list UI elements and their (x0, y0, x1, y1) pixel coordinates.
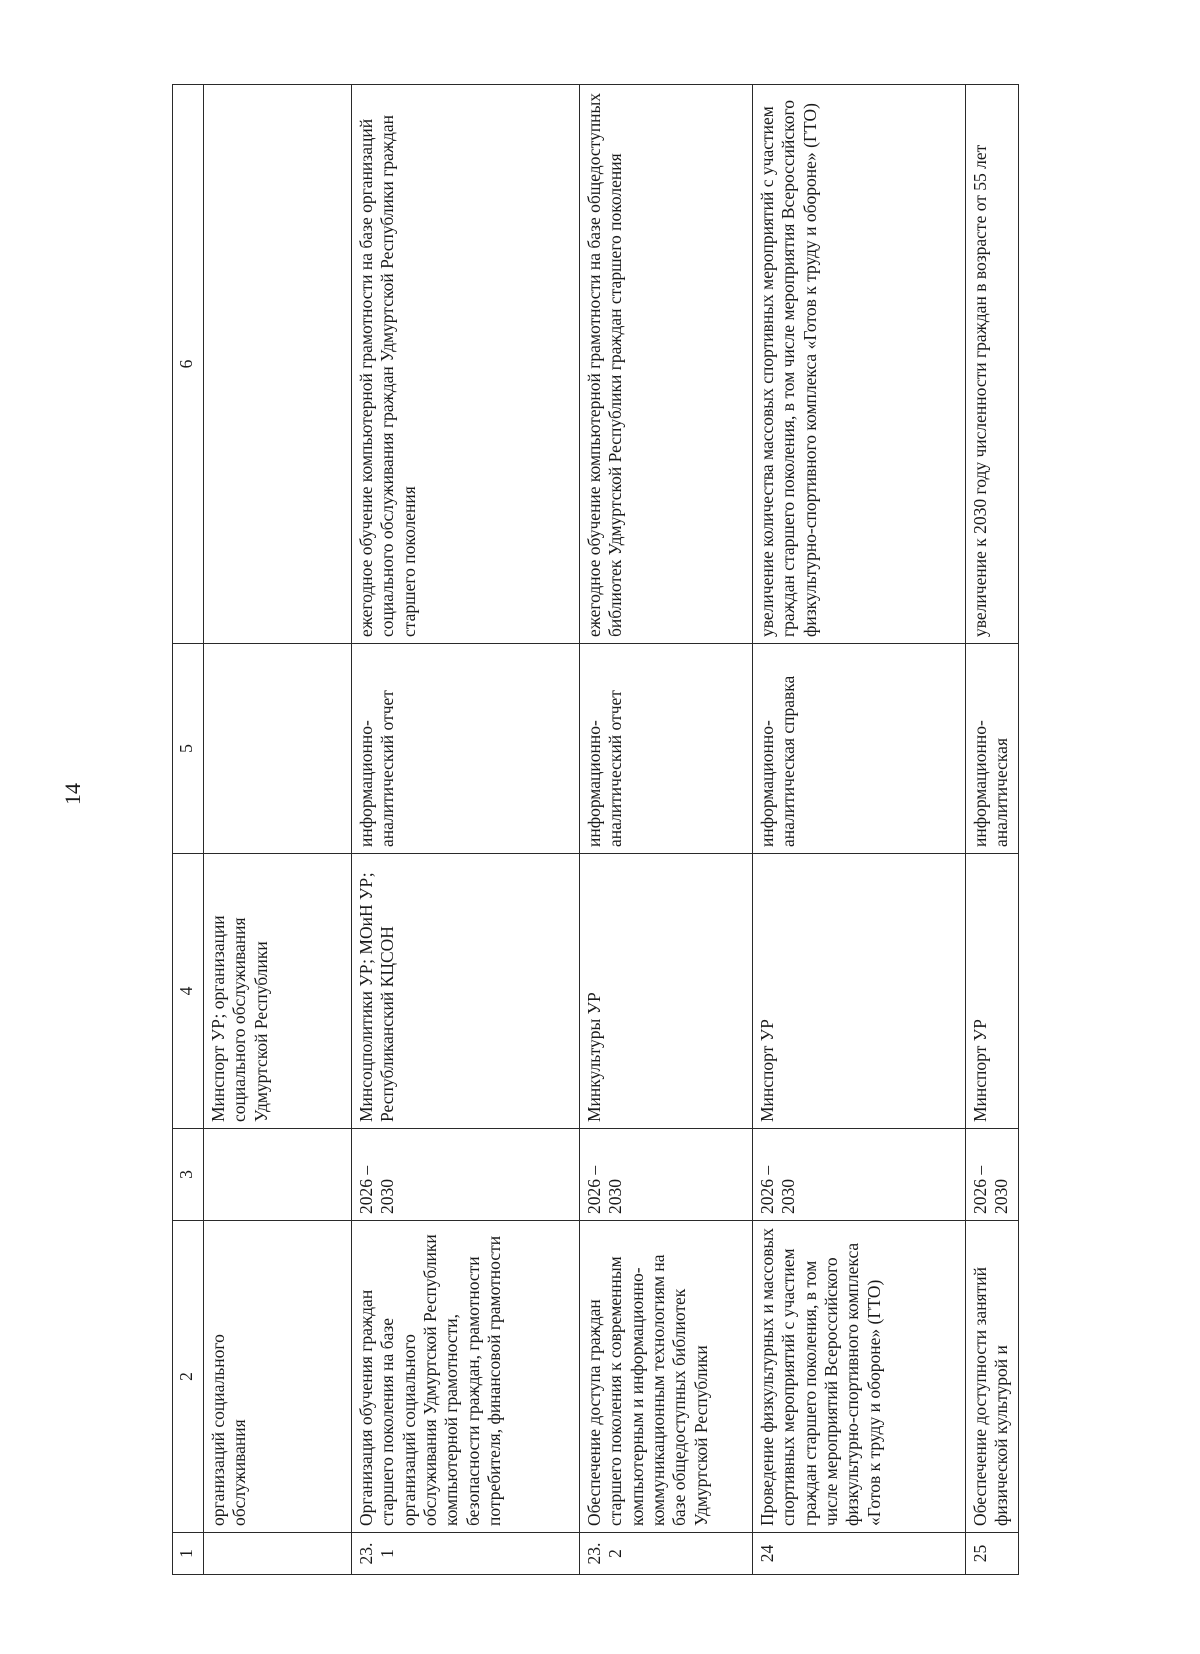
row-number-cell: 25 (966, 1533, 1019, 1575)
period-cell: 2026 – 2030 (753, 1129, 966, 1221)
executors-cell: Минспорт УР (753, 854, 966, 1129)
table-row (352, 85, 580, 1575)
result-cell: увеличение к 2030 году численности граждан в возрасте от 55 лет (966, 85, 1019, 644)
rotated-page (172, 85, 1132, 1575)
event-cell: организаций социального обслуживания (204, 1221, 352, 1533)
row-number-cell (204, 1533, 352, 1575)
event-cell: Организация обучения граждан старшего поколения на базе организаций социального обслуживания Удмуртской Республики компьютерной грамотности, безопасности граждан, грамотности потребителя, финансовой грамотности (352, 1221, 580, 1533)
executors-cell: Минспорт УР; организации социального обслуживания Удмуртской Республики (204, 854, 352, 1129)
table-row (966, 85, 1019, 1575)
row-number-cell: 24 (753, 1533, 966, 1575)
report-cell: информационно-аналитическая (966, 644, 1019, 854)
row-number-cell: 23.2 (580, 1533, 753, 1575)
event-cell: Обеспечение доступа граждан старшего поколения к современным компьютерным и информационно-коммуникационным технологиям на базе общедоступных библиотек Удмуртской Республики (580, 1221, 753, 1533)
report-cell: информационно-аналитический отчет (580, 644, 753, 854)
executors-cell: Минспорт УР (966, 854, 1019, 1129)
period-cell: 2026 – 2030 (352, 1129, 580, 1221)
header-cell: 4 (173, 854, 204, 1129)
period-cell: 2026 – 2030 (966, 1129, 1019, 1221)
header-cell: 5 (173, 644, 204, 854)
header-cell: 2 (173, 1221, 204, 1533)
header-cell: 6 (173, 85, 204, 644)
header-cell: 3 (173, 1129, 204, 1221)
table-row (204, 85, 352, 1575)
result-cell: увеличение количества массовых спортивных мероприятий с участием граждан старшего поколения, в том числе мероприятия Всероссийского физкультурно-спортивного комплекса «Готов к труду и обороне» (ГТО) (753, 85, 966, 644)
result-cell (204, 85, 352, 644)
period-cell (204, 1129, 352, 1221)
executors-cell: Минсоцполитики УР; МОиН УР; Республиканский КЦСОН (352, 854, 580, 1129)
row-number-cell: 23.1 (352, 1533, 580, 1575)
report-cell: информационно-аналитический отчет (352, 644, 580, 854)
event-cell: Проведение физкультурных и массовых спортивных мероприятий с участием граждан старшего поколения, в том числе мероприятий Всероссийского физкультурно-спортивного комплекса «Готов к труду и обороне» (ГТО) (753, 1221, 966, 1533)
report-cell: информационно-аналитическая справка (753, 644, 966, 854)
table-row (580, 85, 753, 1575)
page-number: 14 (60, 783, 85, 805)
table-header-row (173, 85, 204, 1575)
event-cell: Обеспечение доступности занятий физической культурой и (966, 1221, 1019, 1533)
executors-cell: Минкультуры УР (580, 854, 753, 1129)
report-cell (204, 644, 352, 854)
period-cell: 2026 – 2030 (580, 1129, 753, 1221)
header-cell: 1 (173, 1533, 204, 1575)
result-cell: ежегодное обучение компьютерной грамотности на базе общедоступных библиотек Удмуртской Республики граждан старшего поколения (580, 85, 753, 644)
result-cell: ежегодное обучение компьютерной грамотности на базе организаций социального обслуживания граждан Удмуртской Республики граждан старшего поколения (352, 85, 580, 644)
table-row (753, 85, 966, 1575)
plan-table (172, 84, 1019, 1575)
